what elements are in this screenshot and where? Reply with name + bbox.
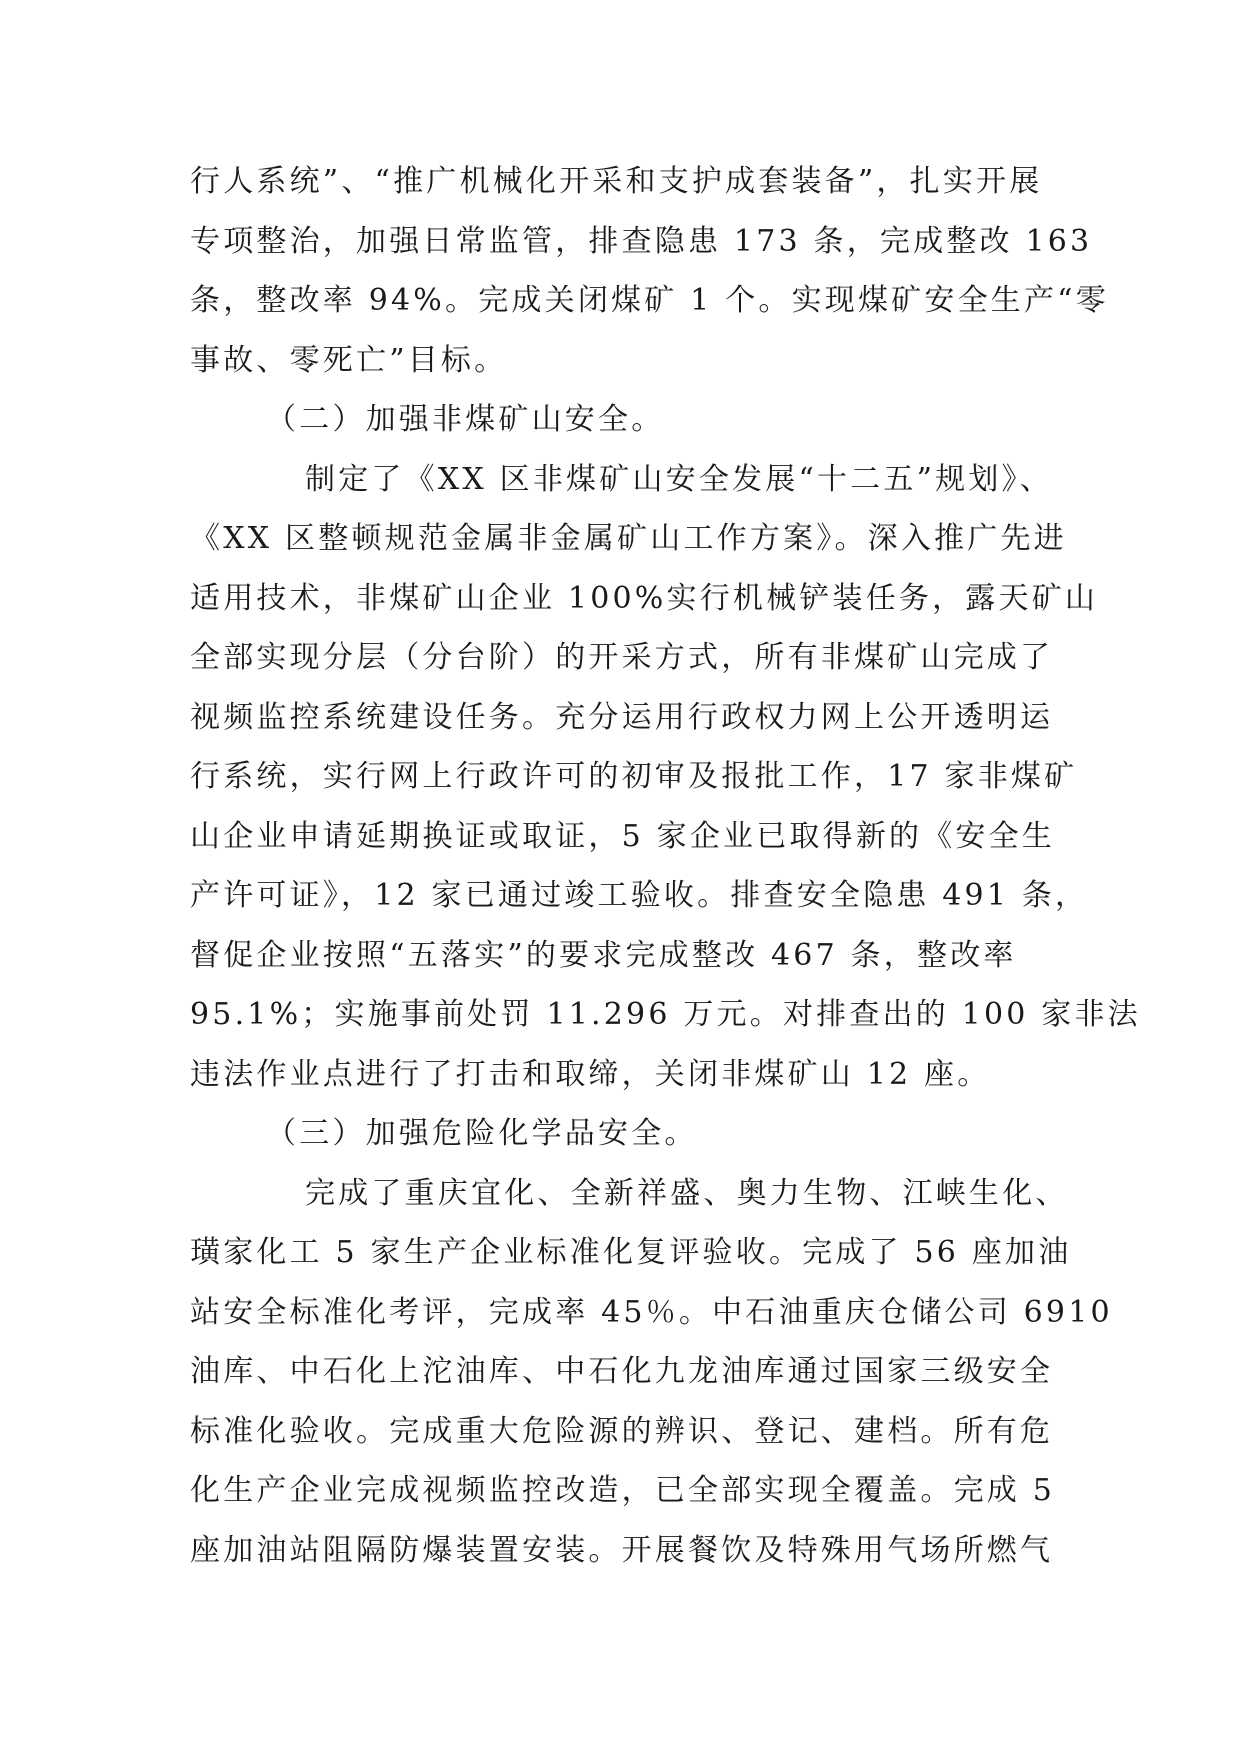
paragraph-line: 站安全标准化考评，完成率 45％。中石油重庆仓储公司 6910 [190,1294,1113,1330]
paragraph-line: 全部实现分层（分台阶）的开采方式，所有非煤矿山完成了 [190,640,1054,675]
paragraph-line: 璜家化工 5 家生产企业标准化复评验收。完成了 56 座加油 [190,1235,1072,1270]
paragraph-line: 适用技术，非煤矿山企业 100%实行机械铲装任务，露天矿山 [190,580,1099,616]
paragraph-line: 行人系统”、“推广机械化开采和支护成套装备”，扎实开展 [190,164,1043,199]
paragraph-line: 督促企业按照“五落实”的要求完成整改 467 条，整改率 [190,937,1017,973]
paragraph-line: 标准化验收。完成重大危险源的辨识、登记、建档。所有危 [190,1413,1054,1449]
paragraph-line: 视频监控系统建设任务。充分运用行政权力网上公开透明运 [190,699,1054,735]
paragraph-line: 油库、中石化上沱油库、中石化九龙油库通过国家三级安全 [190,1354,1054,1389]
paragraph-line: 事故、零死亡”目标。 [190,342,508,378]
paragraph-line: 条，整改率 94%。完成关闭煤矿 1 个。实现煤矿安全生产“零 [190,283,1109,318]
section-heading: （三）加强危险化学品安全。 [266,1116,698,1151]
paragraph-line: 产许可证》，12 家已通过竣工验收。排查安全隐患 491 条， [190,878,1089,913]
paragraph-line: 制定了《XX 区非煤矿山安全发展“十二五”规划》、 [305,461,1053,497]
paragraph-line: 行系统，实行网上行政许可的初审及报批工作，17 家非煤矿 [190,759,1078,794]
paragraph-line: 《XX 区整顿规范金属非金属矿山工作方案》。深入推广先进 [190,521,1067,556]
paragraph-line: 95.1%；实施事前处罚 11.296 万元。对排查出的 100 家非法 [190,997,1141,1032]
paragraph-line: 专项整治，加强日常监管，排查隐患 173 条，完成整改 163 [190,223,1093,259]
section-heading: （二）加强非煤矿山安全。 [266,402,665,437]
paragraph-line: 山企业申请延期换证或取证，5 家企业已取得新的《安全生 [190,818,1056,854]
document-body [190,152,1141,1580]
paragraph-line: 化生产企业完成视频监控改造，已全部实现全覆盖。完成 5 [190,1473,1056,1508]
paragraph-line: 违法作业点进行了打击和取缔，关闭非煤矿山 12 座。 [190,1056,991,1092]
paragraph-line: 座加油站阻隔防爆装置安装。开展餐饮及特殊用气场所燃气 [190,1532,1054,1568]
paragraph-line: 完成了重庆宜化、全新祥盛、奥力生物、江峡生化、 [305,1175,1069,1211]
